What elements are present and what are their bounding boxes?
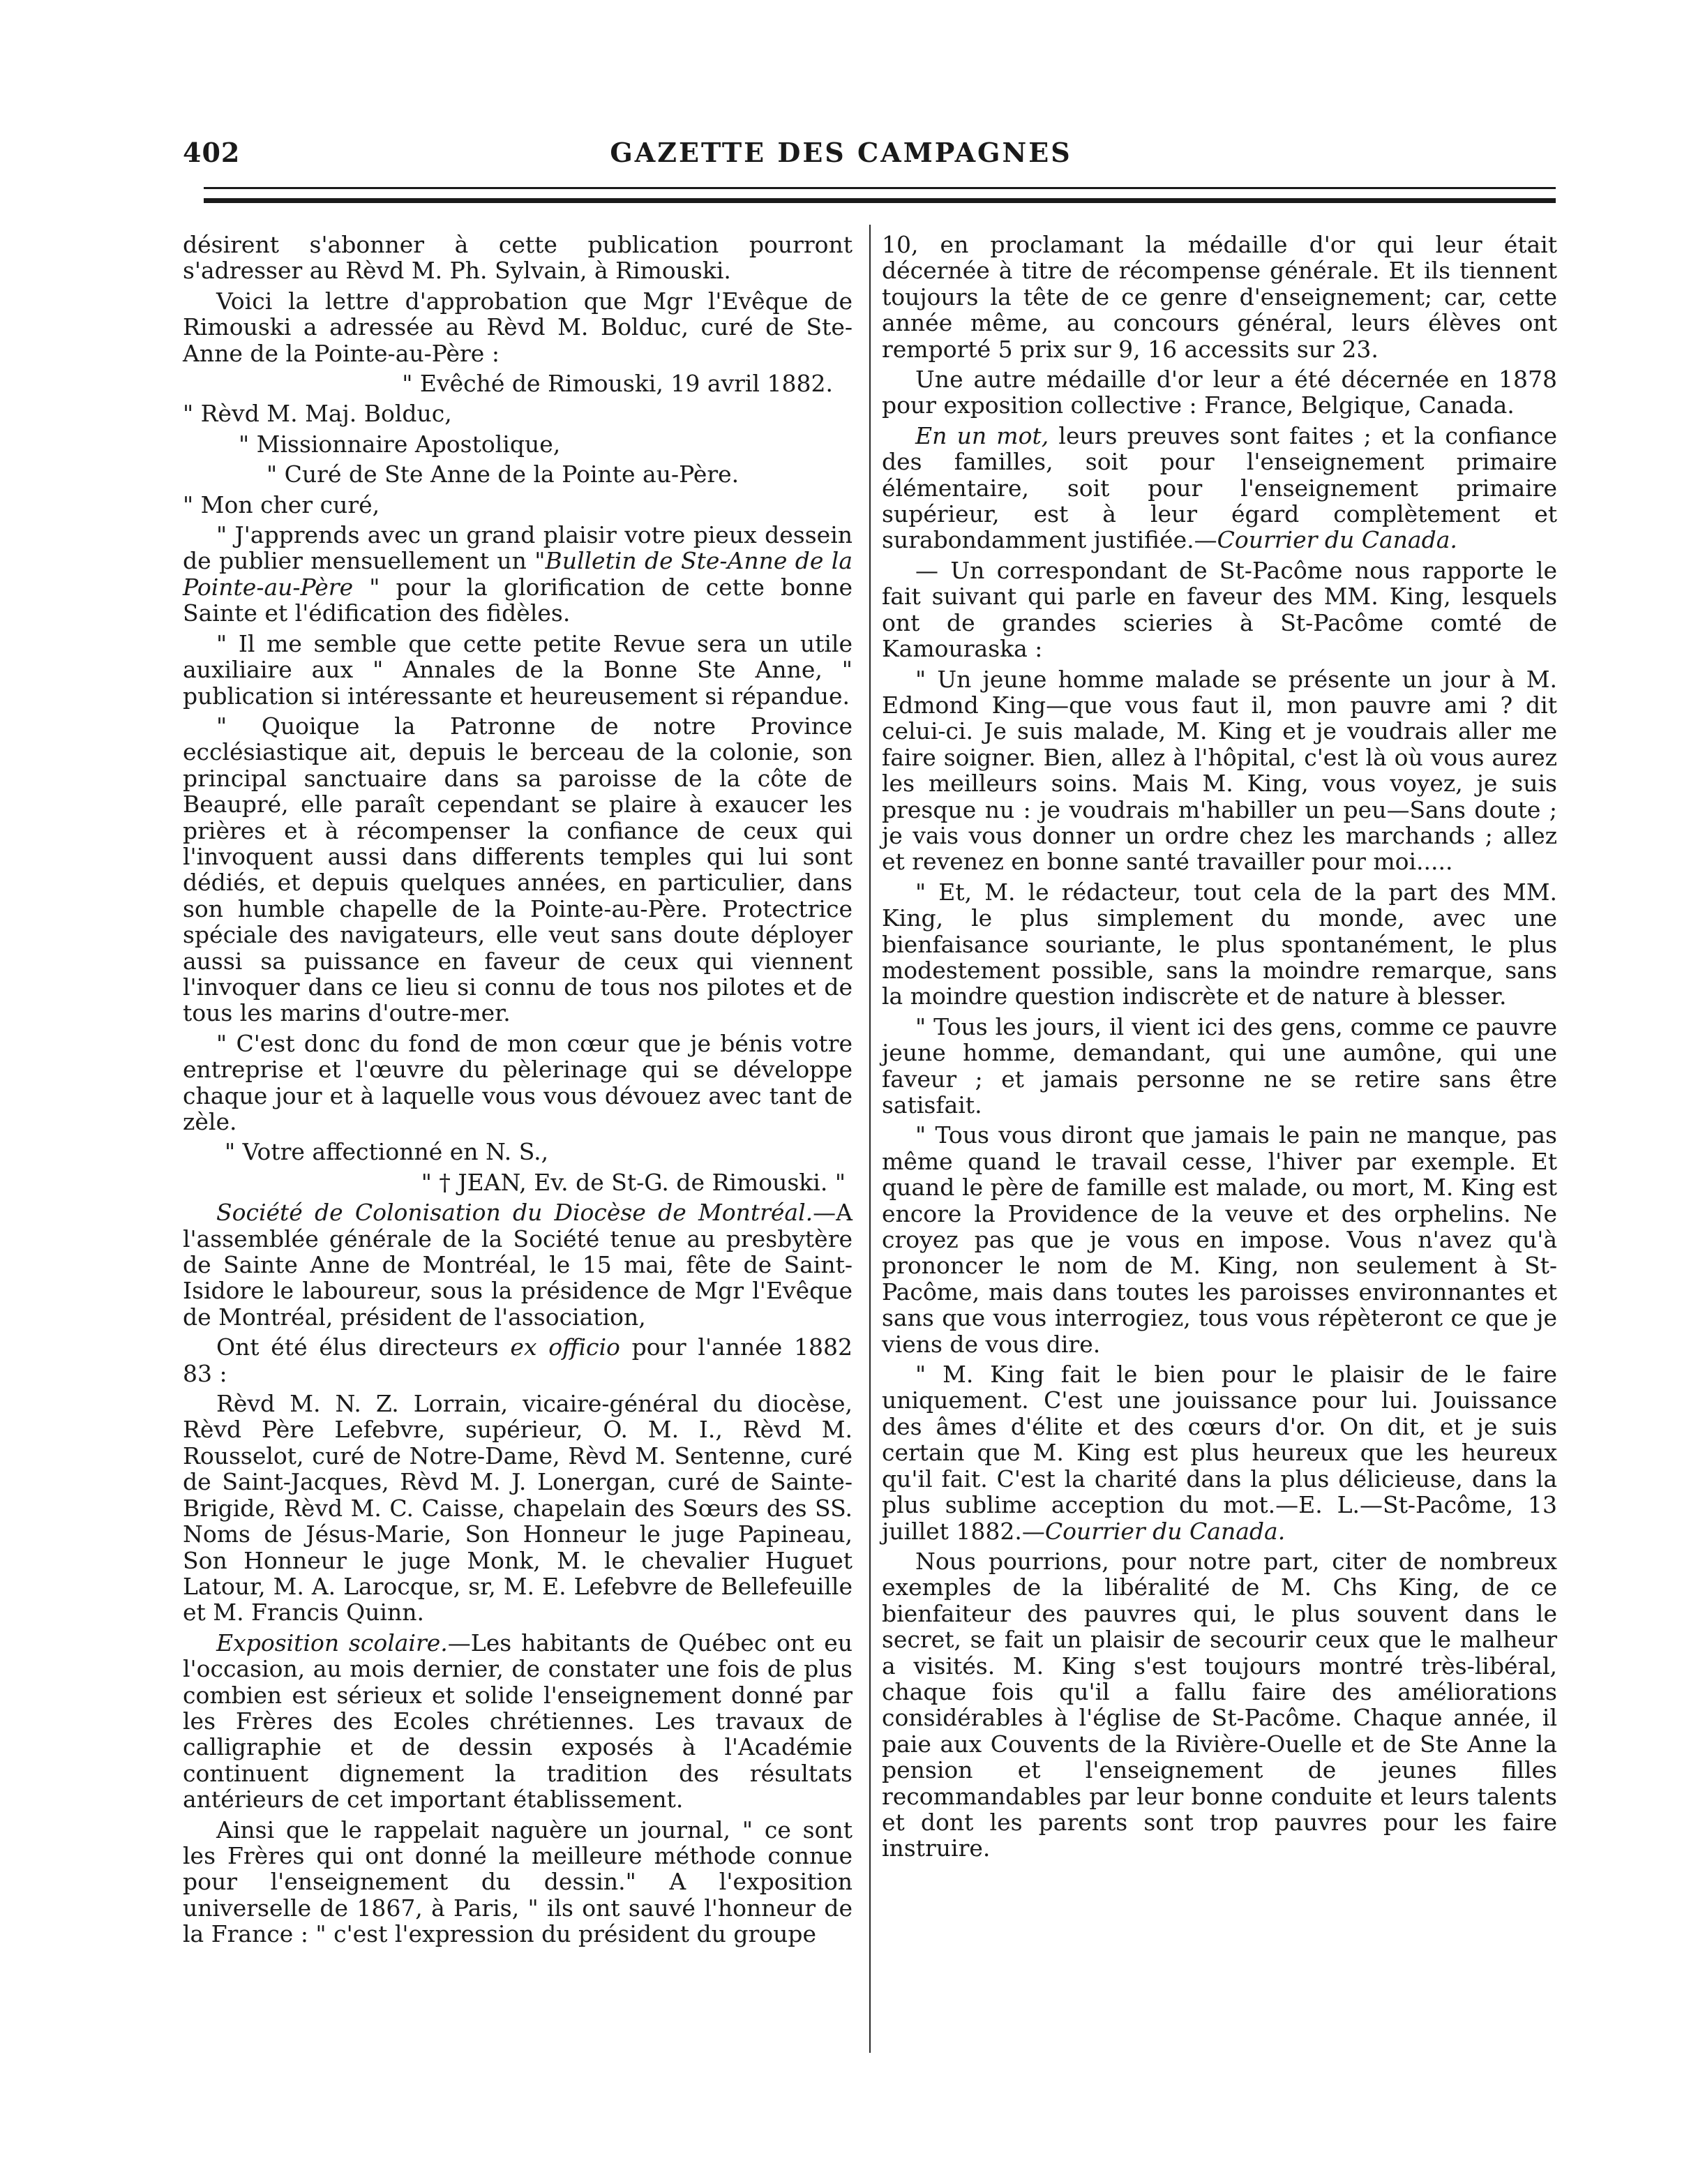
right-column bbox=[882, 232, 1557, 1866]
paragraph: — Un correspondant de St-Pacôme nous rapporte le fait suivant qui parle en faveur des MM. King, lesquels ont de grandes scieries à St-Pacôme comté de Kamouraska : bbox=[882, 556, 1557, 663]
paragraph: Rèvd M. N. Z. Lorrain, vicaire-général du diocèse, Rèvd Père Lefebvre, supérieur, O. M. I., Rèvd M. Rousselot, curé de Notre-Dame, Rèvd M. Sentenne, curé de Saint-Jacques, Rèvd M. J. Lonergan, curé de Sainte-Brigide, Rèvd M. C. Caisse, chapelain des Sœurs des SS. Noms de Jésus-Marie, Son Honneur le juge Papineau, Son Honneur le juge Monk, M. le chevalier Huguet Latour, M. A. Larocque, sr, M. E. Lefebvre de Bellefeuille et M. Francis Quinn. bbox=[183, 1390, 853, 1626]
paragraph: " Quoique la Patronne de notre Province ecclésiastique ait, depuis le berceau de la colonie, son principal sanctuaire dans sa paroisse de la côte de Beaupré, elle paraît cependant se plaire à exaucer les prières et à récompenser la confiance de ceux qui l'invoquent aussi dans differents temples qui lui sont dédiés, et depuis quelques années, en particulier, dans son humble chapelle de la Pointe-au-Père. Protectrice spéciale des navigateurs, elle veut sans doute déployer aussi sa puissance en faveur de ceux qui viennent l'invoquer dans ce lieu si connu de tous nos pilotes et de tous les marins d'outre-mer. bbox=[183, 712, 853, 1027]
paragraph: Voici la lettre d'approbation que Mgr l'Evêque de Rimouski a adressée au Rèvd M. Bolduc, curé de Ste-Anne de la Pointe-au-Père : bbox=[183, 287, 853, 367]
section-heading: Société de Colonisation du Diocèse de Montréal. bbox=[216, 1199, 813, 1227]
paragraph: Ainsi que le rappelait naguère un journal, " ce sont les Frères qui ont donné la meilleure méthode connue pour l'enseignement du dessin." A l'exposition universelle de 1867, à Paris, " ils ont sauvé l'honneur de la France : " c'est l'expression du président du groupe bbox=[183, 1816, 853, 1948]
running-title: GAZETTE DES CAMPAGNES bbox=[610, 137, 1072, 168]
letter-greeting: " Mon cher curé, bbox=[183, 491, 380, 518]
text-run: " pour la glorification de cette bonne Sainte et l'édification des fidèles. bbox=[183, 573, 853, 627]
letter-dateline: " Evêché de Rimouski, 19 avril 1882. bbox=[402, 370, 833, 398]
letter-signature: " † JEAN, Ev. de St-G. de Rimouski. " bbox=[421, 1168, 846, 1196]
italic-phrase: ex officio bbox=[510, 1333, 620, 1361]
paragraph: " Il me semble que cette petite Revue sera un utile auxiliaire aux " Annales de la Bonne Ste Anne, " publication si intéressante et heureusement si répandue. bbox=[183, 629, 853, 710]
paragraph: " Tous les jours, il vient ici des gens, comme ce pauvre jeune homme, demandant, qui une aumône, qui une faveur ; et jamais personne ne se retire sans être satisfait. bbox=[882, 1012, 1557, 1119]
source-credit: Courrier du Canada. bbox=[1217, 526, 1457, 554]
header-rule-thin bbox=[204, 187, 1556, 189]
letter-closing: " Votre affectionné en N. S., bbox=[225, 1138, 549, 1166]
text-run: —Les habitants de Québec ont eu l'occasion, au mois dernier, de constater une fois de plus combien est sérieux et solide l'enseignement donné par les Frères des Ecoles chrétiennes. Les travaux de calligraphie et de dessin exposés à l'Académie continuent dignement la tradition des résultats antérieurs de cet important établissement. bbox=[183, 1629, 853, 1813]
section-heading: Exposition scolaire. bbox=[216, 1629, 448, 1656]
paragraph: " Tous vous diront que jamais le pain ne manque, pas même quand le travail cesse, l'hiver par exemple. Et quand le père de famille est malade, ou mort, M. King est encore la Providence de la veuve et des orphelins. Ne croyez pas que je vous en impose. Vous n'avez qu'à prononcer le nom de M. King, non seulement à St-Pacôme, mais dans toutes les paroisses environnantes et sans que vous interrogiez, tous vous répèteront ce que je viens de vous dire. bbox=[882, 1121, 1557, 1358]
paragraph: Une autre médaille d'or leur a été décernée en 1878 pour exposition collective : France, Belgique, Canada. bbox=[882, 366, 1557, 419]
paragraph: 10, en proclamant la médaille d'or qui leur était décernée à titre de récompense générale. Et ils tiennent toujours la tête de ce genre d'enseignement; car, cette année même, au concours général, leurs élèves ont remporté 5 prix sur 9, 16 accessits sur 23. bbox=[882, 231, 1557, 363]
text-run: —A l'assemblée générale de la Société tenue au presbytère de Sainte Anne de Montréal, le 15 mai, fête de Saint-Isidore le laboureur, sous la présidence de Mgr l'Evêque de Montréal, président de l'association, bbox=[183, 1199, 853, 1331]
paragraph: " C'est donc du fond de mon cœur que je bénis votre entreprise et l'œuvre du pèlerinage qui se développe chaque jour et à laquelle vous vous dévouez avec tant de zèle. bbox=[183, 1029, 853, 1135]
column-divider bbox=[869, 225, 871, 2053]
text-run: leurs preuves sont faites ; et la confiance des familles, soit pour l'enseignement primaire élémentaire, soit pour l'enseignement primaire supérieur, est à leur égard complètement et surabondamment justifiée.— bbox=[882, 421, 1557, 554]
paragraph bbox=[183, 1630, 853, 1813]
text-run: " M. King fait le bien pour le plaisir de le faire uniquement. C'est une jouissance pour lui. Jouissance des âmes d'élite et des cœurs d'or. On dit, et je suis certain que M. King est plus heureux que les heureux qu'il fait. C'est la charité dans la plus délicieuse, dans la plus sublime acception du mot.—E. L.—St-Pacôme, 13 juillet 1882.— bbox=[882, 1361, 1557, 1545]
paragraph bbox=[183, 1334, 853, 1386]
italic-phrase: En un mot, bbox=[915, 421, 1049, 449]
paragraph bbox=[183, 1199, 853, 1330]
header-rule-thick bbox=[204, 198, 1556, 203]
bulletin-title: Bulletin de Ste-Anne de la Pointe-au-Père bbox=[183, 547, 853, 601]
paragraph bbox=[183, 522, 853, 627]
paragraph bbox=[882, 1361, 1557, 1544]
letter-salutation: " Rèvd M. Maj. Bolduc, bbox=[183, 400, 452, 428]
letter-addressee-title: " Curé de Ste Anne de la Pointe au-Père. bbox=[266, 461, 739, 488]
paragraph bbox=[882, 423, 1557, 553]
left-column bbox=[183, 232, 853, 1952]
text-run: Ont été élus directeurs bbox=[216, 1333, 511, 1361]
text-run: pour l'année 1882 83 : bbox=[183, 1333, 853, 1387]
paragraph: Nous pourrions, pour notre part, citer de nombreux exemples de la libéralité de M. Chs King, de ce bienfaiteur des pauvres qui, le plus souvent dans le secret, se fait un plaisir de secourir ceux que le malheur a visités. M. King s'est toujours montré très-libéral, chaque fois qu'il a fallu faire des améliorations considérables à l'église de St-Pacôme. Chaque année, il paie aux Couvents de la Rivière-Ouelle et de Ste Anne la pension et l'enseignement de jeunes filles recommandables par leur bonne conduite et leurs talents et dont les parents sont trop pauvres pour les faire instruire. bbox=[882, 1547, 1557, 1862]
source-credit: Courrier du Canada. bbox=[1044, 1517, 1286, 1545]
letter-addressee-title: " Missionnaire Apostolique, bbox=[239, 430, 561, 458]
text-run: " J'apprends avec un grand plaisir votre pieux dessein de publier mensuellement un " bbox=[183, 521, 853, 575]
paragraph: " Et, M. le rédacteur, tout cela de la part des MM. King, le plus simplement du monde, avec une bienfaisance souriante, le plus spontanément, le plus modestement possible, sans la moindre remarque, sans la moindre question indiscrète et de nature à blesser. bbox=[882, 878, 1557, 1010]
paragraph: " Un jeune homme malade se présente un jour à M. Edmond King—que vous faut il, mon pauvre ami ? dit celui-ci. Je suis malade, M. King et je voudrais aller me faire soigner. Bien, allez à l'hôpital, c'est là où vous aurez les meilleurs soins. Mais M. King, vous voyez, je suis presque nu : je voudrais m'habiller un peu—Sans doute ; je vais vous donner un ordre chez les marchands ; allez et revenez en bonne santé travailler pour moi..... bbox=[882, 665, 1557, 876]
paragraph: désirent s'abonner à cette publication pourront s'adresser au Rèvd M. Ph. Sylvain, à Rimouski. bbox=[183, 231, 853, 285]
page-number: 402 bbox=[183, 137, 241, 168]
